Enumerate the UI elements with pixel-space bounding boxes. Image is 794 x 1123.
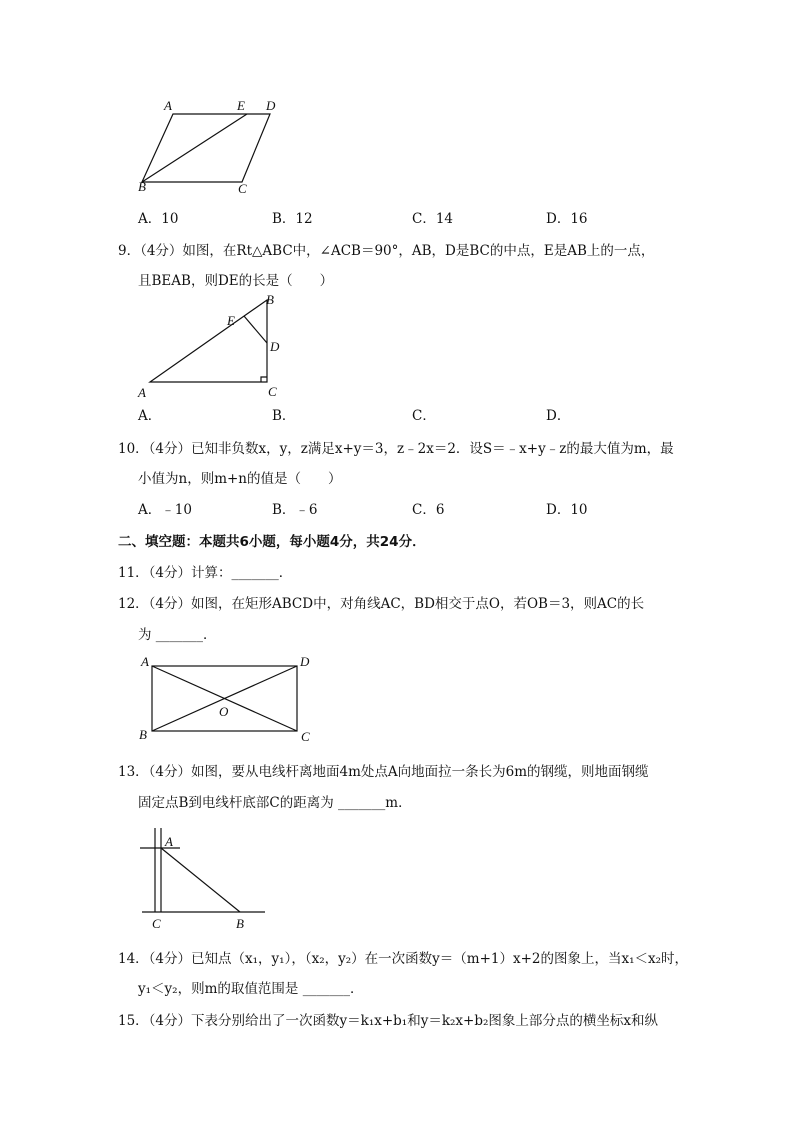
q8-option-d: D．16 — [546, 211, 588, 227]
q9-stem-line2: 且BEAB，则DE的长是（ ） — [138, 273, 334, 289]
q12-label-b: B — [139, 727, 147, 742]
q10-option-b: B．﹣6 — [272, 502, 318, 518]
q8-option-a: A．10 — [138, 211, 179, 227]
q8-label-e: E — [237, 98, 245, 113]
q8-parallelogram-figure — [130, 95, 290, 200]
q12-label-c: C — [301, 729, 310, 744]
q14-stem-line1: 14．（4分）已知点（x₁，y₁），（x₂，y₂）在一次函数y＝（m+1）x+2的图象上，当x₁＜x₂时， — [118, 951, 689, 967]
q12-answer-blank: _______ — [155, 627, 204, 643]
q14-line2-text: y₁＜y₂，则m的取值范围是 — [138, 981, 299, 997]
q10-option-c: C．6 — [412, 502, 445, 518]
q13-stem-line2 — [138, 791, 412, 811]
q10-option-a: A．﹣10 — [138, 502, 192, 518]
q9-label-a: A — [138, 385, 146, 400]
q11-end: ． — [278, 565, 293, 581]
q9-label-e: E — [227, 313, 235, 328]
q10-stem-line1: 10．（4分）已知非负数x，y，z满足x+y＝3，z﹣2x＝2．设S＝﹣x+y﹣z的最大值为m，最 — [118, 441, 674, 457]
q8-option-b: B．12 — [272, 211, 313, 227]
q9-option-a: A． — [138, 408, 162, 424]
q8-label-b: B — [138, 179, 146, 194]
q9-segment-ed — [244, 316, 267, 343]
q13-cable-ab — [161, 848, 240, 912]
q9-option-c: C． — [412, 408, 436, 424]
q9-option-d: D． — [546, 408, 571, 424]
q12-label-d: D — [300, 654, 310, 669]
q13-unit: m． — [385, 795, 412, 811]
q9-triangle-abc — [150, 300, 267, 382]
q9-triangle-figure — [135, 290, 295, 402]
q14-end: ． — [349, 981, 364, 997]
q9-right-angle-mark — [261, 377, 267, 382]
q13-pole-figure — [130, 828, 275, 933]
q13-label-a: A — [165, 834, 173, 849]
q14-stem-line2 — [138, 977, 363, 997]
q12-stem-line2 — [138, 623, 217, 643]
q15-stem-line1: 15．（4分）下表分别给出了一次函数y＝k₁x+b₁和y＝k₂x+b₂图象上部分点的横坐标x和纵 — [118, 1013, 659, 1029]
q12-stem-line1: 12．（4分）如图，在矩形ABCD中，对角线AC，BD相交于点O，若OB＝3，则AC的长 — [118, 596, 645, 612]
q9-label-b: B — [266, 292, 274, 307]
q8-label-a: A — [164, 98, 172, 113]
q11-stem — [118, 561, 292, 581]
q12-line2-text: 为 — [138, 627, 152, 643]
q11-answer-blank: _______ — [231, 565, 279, 581]
q13-label-b: B — [236, 916, 244, 931]
q13-stem-line1: 13．（4分）如图，要从电线杆离地面4m处点A向地面拉一条长为6m的钢缆，则地面钢缆 — [118, 764, 649, 780]
section-heading-fill-in: 二、填空题：本题共6小题，每小题4分，共24分． — [118, 534, 426, 550]
q14-answer-blank: _______ — [302, 981, 350, 997]
q9-label-c: C — [268, 384, 277, 399]
q13-answer-blank: _______ — [338, 795, 386, 811]
q13-label-c: C — [152, 916, 161, 931]
q9-label-d: D — [270, 339, 280, 354]
q8-label-c: C — [238, 181, 247, 196]
q12-rectangle-figure — [135, 652, 320, 747]
q10-option-d: D．10 — [546, 502, 588, 518]
q8-parallelogram — [142, 114, 270, 182]
q11-text: 11．（4分）计算： — [118, 565, 232, 581]
q9-option-b: B． — [272, 408, 296, 424]
q12-label-a: A — [141, 654, 149, 669]
q10-stem-line2: 小值为n，则m+n的值是（ ） — [138, 471, 342, 487]
q8-label-d: D — [266, 98, 276, 113]
q12-end: ． — [203, 627, 217, 643]
q12-label-o: O — [219, 704, 229, 719]
q9-stem-line1: 9．（4分）如图，在Rt△ABC中，∠ACB＝90°，AB，D是BC的中点，E是AB上的一点， — [118, 243, 655, 259]
q8-option-c: C．14 — [412, 211, 454, 227]
q13-line2-text: 固定点B到电线杆底部C的距离为 — [138, 795, 334, 811]
